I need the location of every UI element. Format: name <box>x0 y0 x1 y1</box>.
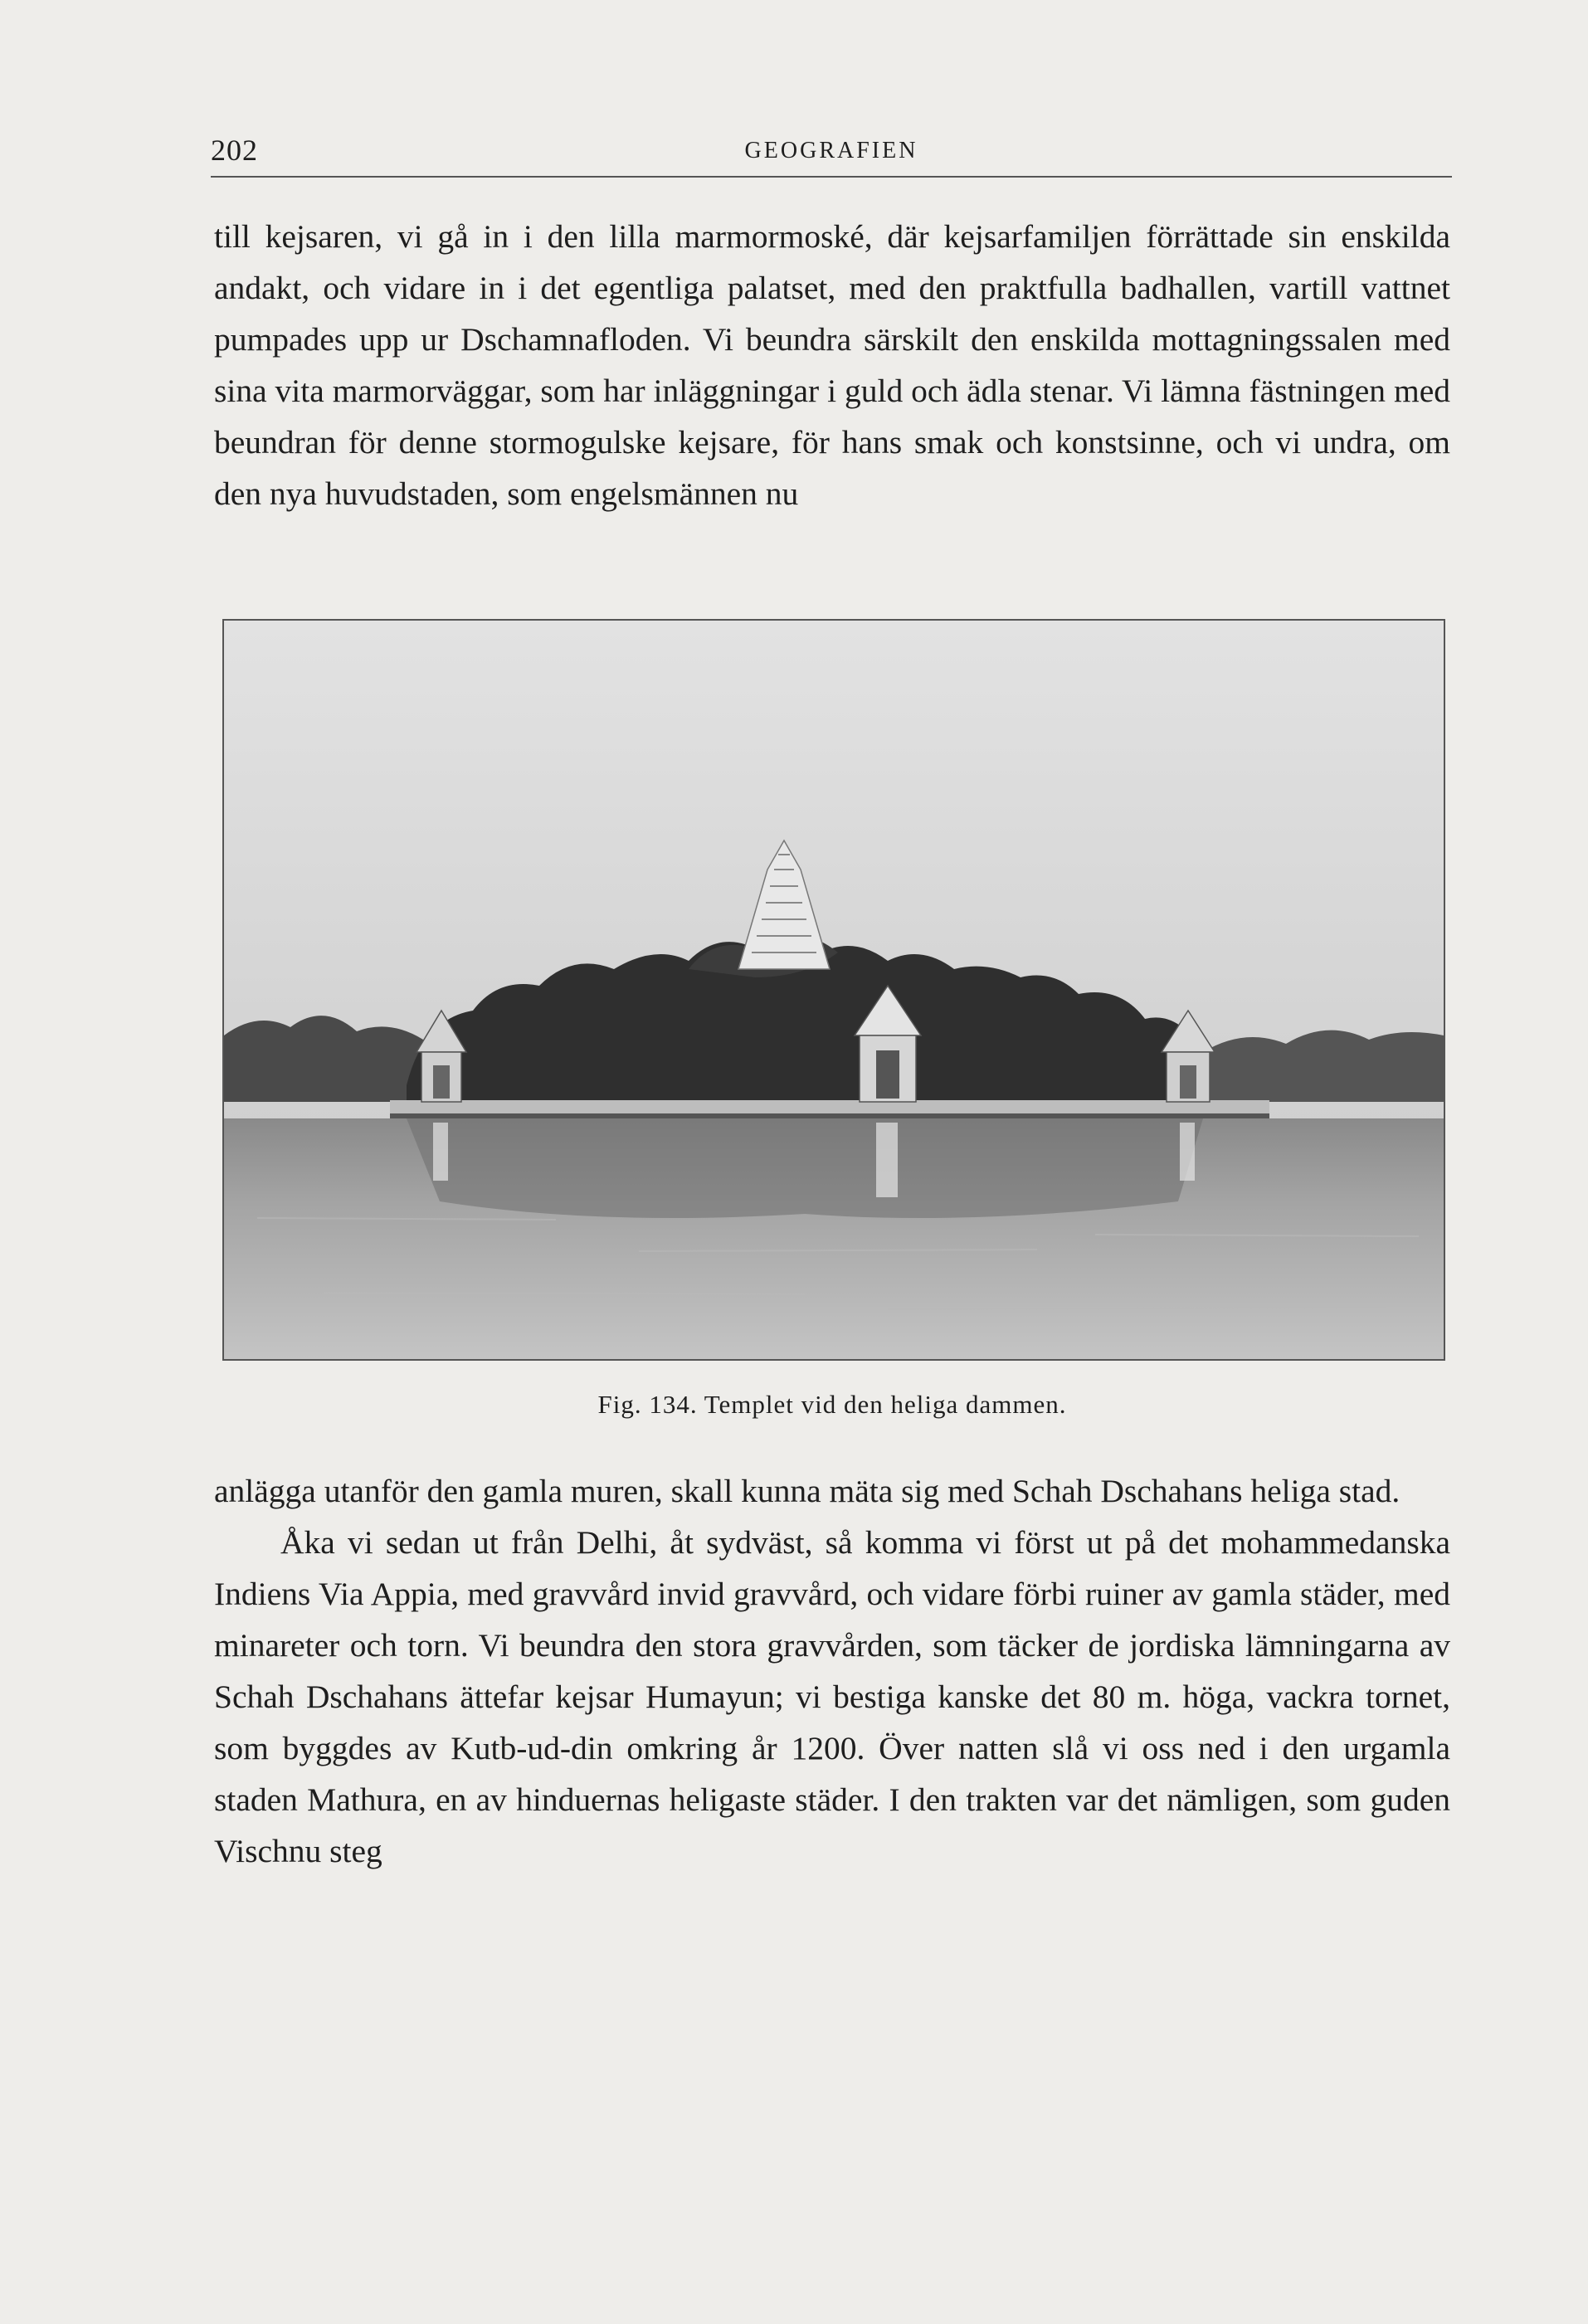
tree-reflection <box>407 1118 1203 1218</box>
temple-pond-photo <box>224 621 1444 1359</box>
paragraph-top: till kejsaren, vi gå in i den lilla marmormoské, där kejsarfamiljen förrättade sin enskilda andakt, och vidare in i det egentliga palatset, med den praktfulla badhallen, vartill vattnet pumpades upp ur Dschamnafloden. Vi beundra särskilt den enskilda mottagningssalen med sina vita marmorväggar, som har inläggningar i guld och ädla stenar. Vi lämna fästningen med beundran för denne stormogulske kejsare, för hans smak och konstsinne, och vi undra, om den nya huvudstaden, som engelsmännen nu <box>214 218 1450 512</box>
figure-caption: Fig. 134. Templet vid den heliga dammen. <box>597 1390 1067 1419</box>
page-header <box>211 133 1452 174</box>
header-rule <box>211 176 1452 178</box>
page-number: 202 <box>211 134 258 167</box>
running-title: GEOGRAFIEN <box>744 138 918 163</box>
figure-photo-temple <box>222 619 1445 1361</box>
text-block-top <box>214 211 1450 519</box>
pavilion-reflection-center <box>876 1123 898 1197</box>
pavilion-reflection-left <box>433 1123 448 1181</box>
pavilion-reflection-right <box>1180 1123 1195 1181</box>
paragraph-next: Åka vi sedan ut från Delhi, åt sydväst, så komma vi först ut på det mohammedanska Indiens Via Appia, med gravvård invid gravvård, och vidare förbi ruiner av gamla städer, med minareter och torn. Vi beundra den stora gravvården, som täcker de jordiska lämningarna av Schah Dschahans ättefar kejsar Humayun; vi bestiga kanske det 80 m. höga, vackra tornet, som byggdes av Kutb-ud-din omkring år 1200. Över natten slå vi oss ned i den urgamla staden Mathura, en av hinduernas heligaste städer. I den trakten var det nämligen, som guden Vischnu steg <box>214 1524 1450 1869</box>
tree-line-right <box>1203 1030 1444 1102</box>
paragraph-continued: anlägga utanför den gamla muren, skall kunna mäta sig med Schah Dschahans heliga stad. <box>214 1473 1400 1509</box>
text-block-bottom <box>214 1465 1450 1877</box>
embankment <box>390 1100 1269 1113</box>
tree-line-left <box>224 1016 423 1102</box>
